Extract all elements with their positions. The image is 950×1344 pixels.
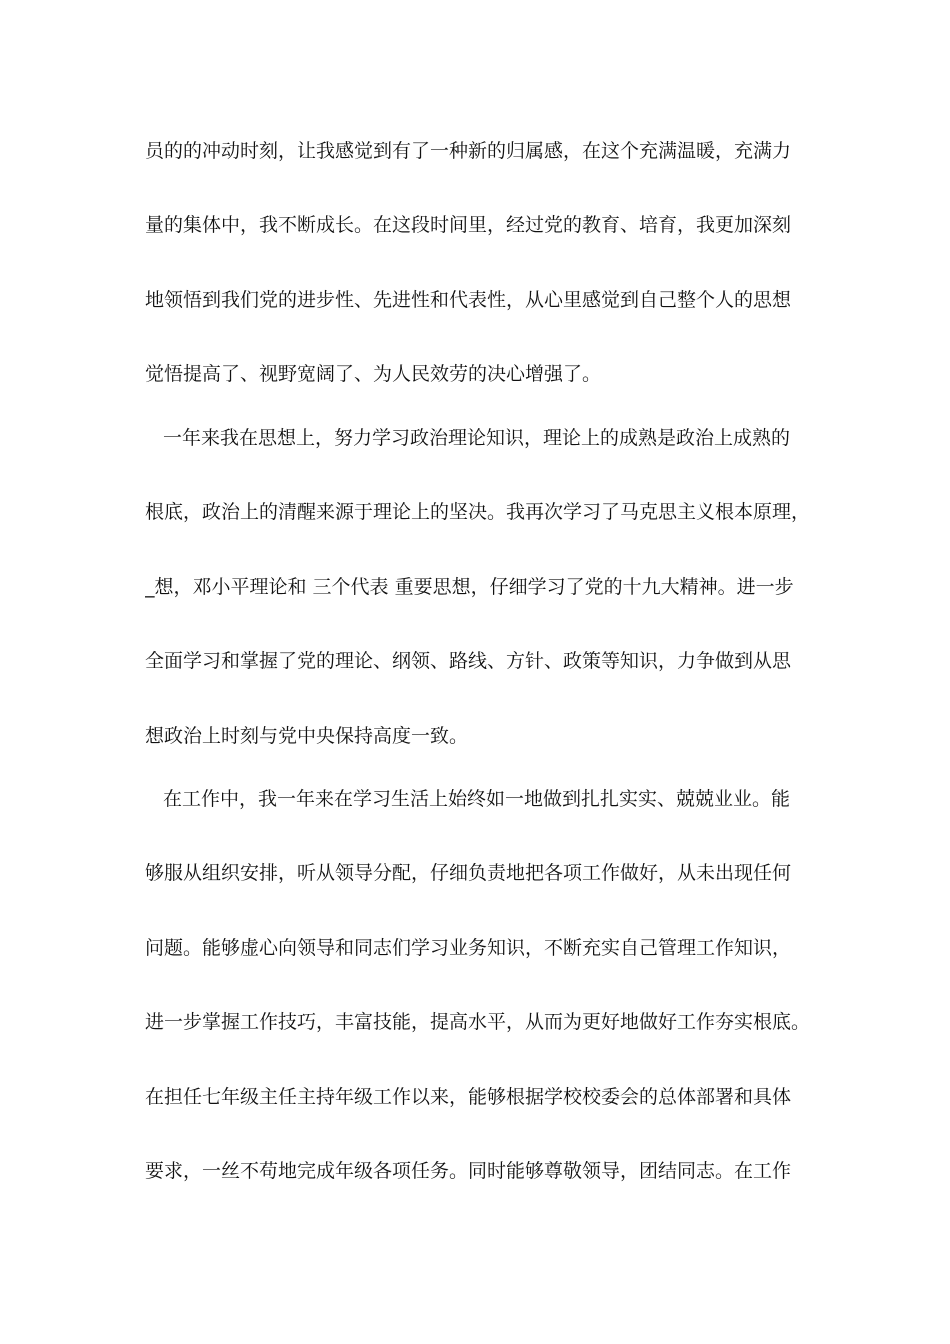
text-line: 问题。能够虚心向领导和同志们学习业务知识，不断充实自己管理工作知识， [145, 937, 792, 959]
text-line: 够服从组织安排，听从领导分配，仔细负责地把各项工作做好，从未出现任何 [145, 862, 792, 884]
text-line: 全面学习和掌握了党的理论、纲领、路线、方针、政策等知识，力争做到从思 [145, 650, 792, 672]
paragraph-start-line: 在工作中，我一年来在学习生活上始终如一地做到扎扎实实、兢兢业业。能 [163, 788, 791, 810]
text-line: 要求，一丝不苟地完成年级各项任务。同时能够尊敬领导，团结同志。在工作 [145, 1160, 792, 1182]
text-line: 地领悟到我们党的进步性、先进性和代表性，从心里感觉到自己整个人的思想 [145, 289, 792, 311]
text-line: 量的集体中，我不断成长。在这段时间里，经过党的教育、培育，我更加深刻 [145, 214, 792, 236]
text-line: 根底，政治上的清醒来源于理论上的坚决。我再次学习了马克思主义根本原理， [145, 501, 810, 523]
text-line: 觉悟提高了、视野宽阔了、为人民效劳的决心增强了。 [145, 363, 602, 385]
text-line: 想政治上时刻与党中央保持高度一致。 [145, 725, 469, 747]
text-line: 员的的冲动时刻，让我感觉到有了一种新的归属感，在这个充满温暖，充满力 [145, 140, 792, 162]
text-line: _想，邓小平理论和 三个代表 重要思想，仔细学习了党的十九大精神。进一步 [145, 576, 794, 598]
text-line: 在担任七年级主任主持年级工作以来，能够根据学校校委会的总体部署和具体 [145, 1086, 792, 1108]
paragraph-start-line: 一年来我在思想上，努力学习政治理论知识，理论上的成熟是政治上成熟的 [163, 427, 791, 449]
text-line: 进一步掌握工作技巧，丰富技能，提高水平，从而为更好地做好工作夯实根底。 [145, 1011, 810, 1033]
